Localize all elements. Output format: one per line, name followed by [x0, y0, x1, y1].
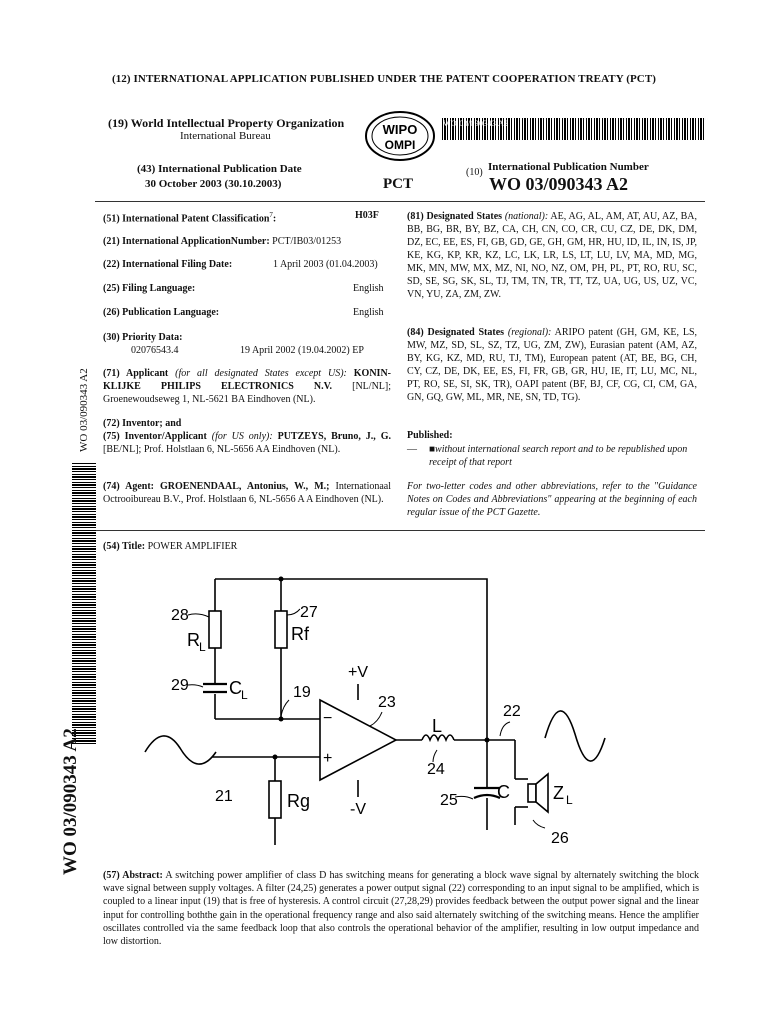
- pub-number-label: International Publication Number: [488, 161, 649, 173]
- logo-text-bottom: OMPI: [384, 138, 416, 152]
- field-74-label: (74) Agent:: [103, 481, 154, 492]
- field-26-label: (26) Publication Language:: [103, 307, 220, 318]
- circuit-wires: [212, 579, 528, 845]
- label-cl: C: [229, 678, 242, 698]
- circuit-labels: [171, 604, 573, 847]
- published-value: ■without international search report and to be republished upon receipt of that report: [429, 444, 688, 468]
- input-waveform: [145, 736, 216, 764]
- label-c: C: [497, 782, 510, 802]
- field-51-value: H03F: [355, 210, 379, 221]
- node-inverting: [279, 717, 284, 722]
- label-plus-v: +V: [348, 664, 369, 681]
- abstract-text: A switching power amplifier of class D has switching means for generating a block wave signal by alternately switching the block wave signal between supply voltages. A filter (24,25) generates a power output signal (22) corresponding to an input signal to be amplified, which is coupled to a linear input (19) that is free of hysteresis. A control circuit (27,28,29) provides feedback between the output power signal and the linear input for controlling boththe gain in the operational frequency range and also said alternately switching of the switching means. Hence the amplifier oscillates controlled via the same feedback loop that also controls the operational behavior of the amplifier, resulting in low output impedance and low distortion.: [103, 870, 700, 948]
- pub-date-value: 30 October 2003 (30.10.2003): [145, 178, 282, 190]
- field-71-address: [NL/NL]; Groenewoudseweg 1, NL-5621 BA Eindhoven (NL).: [103, 381, 392, 405]
- vertical-pub-number-small: WO 03/090343 A2: [78, 368, 90, 452]
- field-51-sup: 7: [269, 211, 273, 219]
- field-81-label: (81) Designated States: [407, 211, 503, 222]
- field-30-number: 02076543.4: [131, 345, 179, 356]
- field-75-qualifier: (for US only):: [211, 431, 273, 442]
- field-84-label: (84) Designated States: [407, 327, 505, 338]
- label-25: 25: [440, 792, 458, 809]
- label-rg: Rg: [287, 791, 311, 811]
- resistor-rl: [209, 611, 221, 648]
- field-81-qualifier: (national):: [504, 211, 549, 222]
- label-28: 28: [171, 607, 189, 624]
- label-19: 19: [293, 684, 311, 701]
- feedback-wire: [215, 579, 487, 742]
- label-l: L: [432, 716, 443, 736]
- abstract-label: (57) Abstract:: [103, 870, 163, 881]
- field-71-label: (71) Applicant: [103, 368, 169, 379]
- pub-number-prefix: (10): [466, 167, 483, 178]
- field-75-label: (75) Inventor/Applicant: [103, 431, 207, 442]
- field-75-name: PUTZEYS, Bruno, J., G.: [277, 431, 391, 442]
- published-dash: —: [407, 444, 417, 455]
- international-bureau: International Bureau: [180, 130, 271, 142]
- field-74-address: Internationaal Octrooibureau B.V., Prof. Holstlaan 6, NL-5656 A A Eindhoven (NL).: [103, 481, 392, 505]
- field-74-name: GROENENDAAL, Antonius, W., M.;: [160, 481, 330, 492]
- label-rl-sub: L: [199, 640, 206, 654]
- label-zl: Z: [553, 783, 564, 803]
- label-cl-sub: L: [241, 688, 248, 702]
- field-21-label: (21) International ApplicationNumber:: [103, 236, 270, 247]
- field-84-qualifier: (regional):: [507, 327, 552, 338]
- label-22: 22: [503, 703, 521, 720]
- published-label: Published:: [407, 430, 453, 441]
- pub-number-value: WO 03/090343 A2: [489, 174, 629, 194]
- label-29: 29: [171, 677, 189, 694]
- field-84-value: ARIPO patent (GH, GM, KE, LS, MW, MZ, SD, SL, SZ, TZ, UG, ZM, ZW), Eurasian patent (AM, AZ, BY, KG, KZ, MD, RU, TJ, TM), European patent (AT, BE, BG, CH, CY, CZ, DE, DK, EE, ES, FI, FR, GB, GR, HU, IE, IT, LU, MC, NL, PT, RO, SE, SI, SK, TR), OAPI patent (BF, BJ, CF, CG, CI, CM, GA, GN, GQ, GW, ML, MR, NE, SN, TD, TG).: [407, 327, 698, 403]
- output-waveform: [545, 711, 605, 761]
- field-22-label: (22) International Filing Date:: [103, 259, 233, 270]
- label-23: 23: [378, 694, 396, 711]
- organization-name: (19) World Intellectual Property Organization: [108, 116, 345, 130]
- pub-date-label: (43) International Publication Date: [137, 163, 302, 175]
- field-26-value: English: [353, 307, 384, 318]
- label-rf: Rf: [291, 624, 309, 644]
- field-75-address: [BE/NL]; Prof. Holstlaan 6, NL-5656 AA Eindhoven (NL).: [103, 444, 341, 455]
- field-30-value: 19 April 2002 (19.04.2002) EP: [240, 345, 364, 356]
- abstract: [103, 869, 699, 948]
- label-minus: −: [323, 710, 333, 727]
- field-21-value: PCT/IB03/01253: [272, 236, 342, 247]
- field-72-label: (72) Inventor; and: [103, 418, 182, 429]
- field-51-label: (51) International Patent Classification: [103, 213, 270, 225]
- field-54-label: (54) Title:: [103, 541, 146, 552]
- barcode-caption: WO 03/090343 A2: [443, 119, 509, 128]
- node-noninverting: [273, 755, 278, 760]
- label-26: 26: [551, 830, 569, 847]
- speaker-icon: [528, 774, 548, 812]
- node-top: [279, 577, 284, 582]
- label-plus: +: [323, 750, 333, 767]
- label-rl: R: [187, 630, 200, 650]
- capacitor-cl: [203, 684, 227, 692]
- field-71-qualifier: (for all designated States except US):: [175, 368, 347, 379]
- field-51-colon: :: [272, 213, 277, 225]
- vertical-pub-number-large-text: WO 03/090343 A2: [60, 728, 81, 875]
- pct-mark: PCT: [383, 176, 413, 192]
- label-24: 24: [427, 761, 445, 778]
- logo-text-top: WIPO: [382, 122, 418, 137]
- abbreviations-note: For two-letter codes and other abbreviations, refer to the "Guidance Notes on Codes and Abbreviations" appearing at the beginning of each regular issue of the PCT Gazette.: [407, 481, 697, 518]
- label-minus-v: -V: [350, 801, 366, 818]
- label-21: 21: [215, 788, 233, 805]
- field-30-label: (30) Priority Data:: [103, 332, 183, 343]
- label-27: 27: [300, 604, 318, 621]
- field-22-value: 1 April 2003 (01.04.2003): [273, 259, 378, 270]
- document-type-heading: (12) INTERNATIONAL APPLICATION PUBLISHED UNDER THE PATENT COOPERATION TREATY (PCT): [111, 73, 657, 85]
- field-25-label: (25) Filing Language:: [103, 283, 196, 294]
- field-54-value: POWER AMPLIFIER: [147, 541, 238, 552]
- resistor-rg: [269, 781, 281, 818]
- field-71-name: KONIN-KLIJKE PHILIPS ELECTRONICS N.V.: [103, 368, 392, 392]
- node-output: [485, 738, 490, 743]
- field-81-value: AE, AG, AL, AM, AT, AU, AZ, BA, BB, BG, BR, BY, BZ, CA, CH, CN, CO, CR, CU, CZ, DE, DK, DM, DZ, EC, EE, ES, FI, GB, GD, GE, GH, GM, HR, HU, ID, IL, IN, IS, JP, KE, KG, KP, KR, KZ, LC, LK, LR, LS, LT, LU, LV, MA, MD, MG, MK, MN, MW, MX, MZ, NI, NO, NZ, OM, PH, PL, PT, RO, RU, SC, SD, SE, SG, SK, SL, TJ, TM, TN, TR, TT, TZ, UA, UG, US, UZ, VC, VN, YU, ZA, ZM, ZW.: [407, 211, 698, 300]
- field-25-value: English: [353, 283, 384, 294]
- resistor-rf: [275, 611, 287, 648]
- label-zl-sub: L: [566, 793, 573, 807]
